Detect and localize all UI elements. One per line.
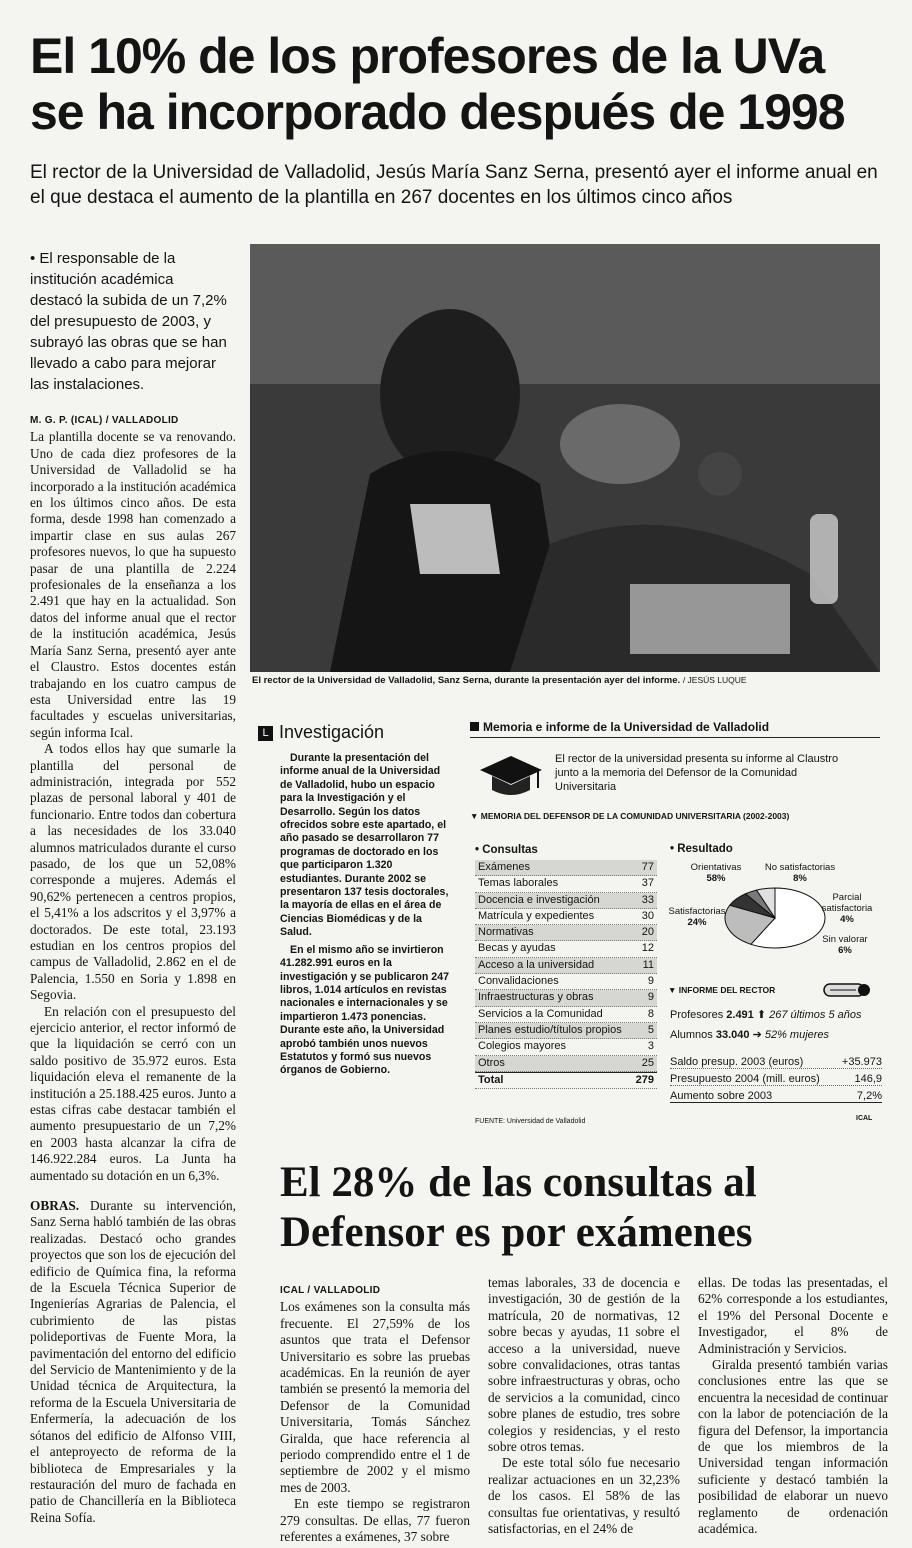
alumnos-stat xyxy=(670,1028,885,1041)
graduation-cap-icon xyxy=(478,752,544,802)
memoria-label: ▼ MEMORIA DEL DEFENSOR DE LA COMUNIDAD UNIVERSITARIA (2002-2003) xyxy=(470,811,790,821)
ical-credit: ICAL xyxy=(856,1115,873,1122)
pie-label-name: No satisfactorias xyxy=(764,862,836,873)
resultado-heading: • Resultado xyxy=(670,843,733,855)
article-column-1 xyxy=(30,413,236,1184)
row-value: 25 xyxy=(641,1056,654,1069)
row-value: 3 xyxy=(647,1040,654,1053)
table-row xyxy=(475,941,657,957)
obras-section xyxy=(30,1198,236,1526)
table-row xyxy=(475,974,657,990)
stat-label: Aumento sobre 2003 xyxy=(670,1090,773,1102)
row-value: 30 xyxy=(641,909,654,922)
row-value: 37 xyxy=(641,877,654,890)
row-value: 11 xyxy=(642,958,654,971)
paragraph: temas laborales, 33 de docencia e investigación, 30 de gestión de la matrícula, 20 de normativas, 12 sobre becas y ayudas, 11 sobre el acceso a la universidad, nueve sobre convalidaciones, otras tantas sobre infraestructuras y obras, ocho de servicios a la comunidad, cinco sobre planes de estudio, tres sobre colegios y residencias, y el resto sobre otros temas. xyxy=(488,1275,680,1455)
paragraph: ellas. De todas las presentadas, el 62% corresponde a los estudiantes, el 19% del Personal Docente e Investigador, el 8% de Administración y Servicios. xyxy=(698,1275,888,1356)
row-value: 77 xyxy=(641,861,654,873)
photo-caption xyxy=(252,675,882,686)
consultas-heading: • Consultas xyxy=(475,844,538,856)
saldo-stat xyxy=(670,1056,882,1069)
table-row xyxy=(475,876,657,892)
table-row xyxy=(475,925,657,941)
pie-label xyxy=(812,934,878,956)
row-label: Otros xyxy=(478,1056,505,1069)
sidebar-title xyxy=(258,722,468,743)
table-row xyxy=(475,1007,657,1023)
stat-label: Profesores xyxy=(670,1009,724,1021)
row-value: 33 xyxy=(641,893,654,906)
profesores-stat xyxy=(670,1008,885,1021)
subhead: El rector de la Universidad de Valladolid, Jesús María Sanz Serna, presentó ayer el informe anual en el que destaca el aumento de la plantilla en 267 docentes en los últimos cinco años xyxy=(30,162,878,208)
stat-label: Presupuesto 2004 (mill. euros) xyxy=(670,1073,820,1085)
pie-label-name: Orientativas xyxy=(690,862,742,873)
row-label: Matrícula y expedientes xyxy=(478,909,595,922)
row-label: Exámenes xyxy=(478,861,530,873)
pie-label xyxy=(814,892,880,925)
article2-column-2 xyxy=(488,1275,680,1538)
paragraph: En este tiempo se registraron 279 consultas. De ellas, 77 fueron referentes a exámenes, 37 sobre xyxy=(280,1496,470,1545)
paragraph: La plantilla docente se va renovando. Uno de cada diez profesores de la Universidad de Valladolid se ha incorporado a la institución académica en los últimos cinco años. De esta forma, desde 1998 han comenzado a impartir clase en sus aulas 267 profesores nuevos, lo que ha supuesto pasar de una plantilla de 2.224 profesionales de la enseñanza a los 2.491 que hay en la actualidad. Son datos del informe anual que el rector de la institución académica, Jesús María Sanz Serna, presentó ayer ante el Claustro. Estos docentes están trabajando en los cuatro campus de esta Universidad entre las 19 facultades y escuelas universitarias, según informa Ical. xyxy=(30,429,236,740)
source-note: FUENTE: Universidad de Valladolid xyxy=(475,1118,586,1125)
photo-scene xyxy=(250,244,880,672)
row-label: Infraestructuras y obras xyxy=(478,991,594,1004)
row-label: Temas laborales xyxy=(478,877,559,890)
article2-column-1 xyxy=(280,1283,470,1546)
summary-bullet: • El responsable de la institución académica destacó la subida de un 7,2% del presupuesto de 2003, y subrayó las obras que se han llevado a cabo para mejorar las instalaciones. xyxy=(30,250,227,393)
row-value: 9 xyxy=(647,975,654,988)
obras-text: Durante su intervención, Sanz Serna habló también de las obras realizadas. Destacó ocho grandes proyectos que son los de ejecución del edificio de Química fina, la reforma de la Escuela Técnica Superior de Ingenierías Agrarias de Palencia, el cubrimiento de las pistas polideportivas de Fuente Mora, la pavimentación del entorno del edificio del Servicio de Mantenimiento y de la Unidad técnica de Arquitectura, la reforma de la Escuela Universitaria de Enfermería, la adecuación de los sótanos del edificio de Alfonso VIII, el anteproyecto de reforma de la biblioteca de Empresariales y la restauración del muro de fachada en patio de Chancillería en la Biblioteca Reina Sofía. xyxy=(30,1198,236,1525)
table-row xyxy=(475,909,657,925)
article2-column-3 xyxy=(698,1275,888,1538)
caption-text: El rector de la Universidad de Valladolid, Sanz Serna, durante la presentación ayer del informe. xyxy=(252,675,681,686)
pie-label-name: Sin valorar xyxy=(822,934,868,945)
row-label: Acceso a la universidad xyxy=(478,958,595,971)
row-label: Servicios a la Comunidad xyxy=(478,1007,603,1020)
rector-heading: ▼ INFORME DEL RECTOR xyxy=(668,985,776,995)
headline: El 10% de los profesores de la UVa se ha incorporado después de 1998 xyxy=(30,28,845,140)
sidebar-title-text: Investigación xyxy=(279,722,385,742)
total-label: Total xyxy=(478,1073,504,1086)
row-value: 9 xyxy=(647,991,654,1004)
table-total-row xyxy=(475,1072,657,1089)
headline-2: El 28% de las consultas al Defensor es por exámenes xyxy=(280,1159,757,1256)
stat-value: 33.040 xyxy=(715,1029,750,1041)
arrow-right-icon: ➔ xyxy=(752,1029,762,1041)
row-value: 12 xyxy=(641,942,654,955)
section-icon: L xyxy=(258,726,273,741)
row-label: Planes estudio/títulos propios xyxy=(478,1023,622,1036)
stat-value: 7,2% xyxy=(856,1090,882,1102)
table-row xyxy=(475,958,657,974)
pie-label-pct: 8% xyxy=(793,873,807,884)
byline: M. G. P. (ICAL) / VALLADOLID xyxy=(30,415,179,426)
paragraph: Giralda presentó también varias conclusiones entre las que se encuentra la necesidad de continuar con la labor de potenciación de la figura del Defensor, la importancia de que los miembros de la Universidad tengan información suficiente y destacó también la posibilidad de elaborar un nuevo reglamento de ordenación académica. xyxy=(698,1357,888,1537)
up-arrow-icon: ⬆ xyxy=(756,1009,767,1021)
table-row xyxy=(475,893,657,909)
obras-lead: OBRAS. xyxy=(30,1198,80,1213)
stat-label: Alumnos xyxy=(670,1029,713,1041)
aumento-stat xyxy=(670,1090,882,1103)
paragraph: En relación con el presupuesto del ejercicio anterior, el rector informó de que la liquidación se cerró con un saldo positivo de 35.972 euros. Esta liquidación eleva el remanente de la institución a 25.188.425 euros. Junto a estas cifras cabe destacar también el aumento presupuestario de un 7,2% en 2003 hasta alcanzar la cifra de 146.922.284 euros. La Junta ha aumentado su dotación en un 6,3%. xyxy=(30,1003,236,1183)
paragraph: A todos ellos hay que sumarle la plantilla del personal de administración, integrada por 552 plazas de personal laboral y 401 de funcionario. Entre todos dan cobertura a las necesidades de los 33.040 alumnos matriculados durante el curso pasado, de los que un 52,08% corresponde a mujeres. Además el 90,62% pertenecen a centros propios, el 5,41% a los adscritos y el 3,97% a doctorados. De este total, 23.193 estudian en los centros propios del campus de Valladolid, 2.862 en el de Palencia, 1.550 en Soria y 1.898 en Segovia. xyxy=(30,741,236,1003)
row-label: Normativas xyxy=(478,926,534,939)
row-label: Colegios mayores xyxy=(478,1040,567,1053)
pie-label-pct: 24% xyxy=(687,917,707,928)
sidebar-paragraph: En el mismo año se invirtieron 41.282.991 euros en la investigación y se publicaron 247 libros, 1.014 artículos en revistas nacionales e internacionales y se impartieron 1.473 ponencias. Durante este año, la Universidad aprobó también unos nuevos Estatutos y formó sus nuevos órganos de Gobierno. xyxy=(280,943,449,1077)
stat-value: 2.491 xyxy=(726,1009,754,1021)
paragraph: De este total sólo fue necesario realizar actuaciones en un 32,23% de los casos. El 58% de las consultas fue orientativas, y resultó satisfactorias, en el 24% de xyxy=(488,1455,680,1537)
sidebar-paragraph: Durante la presentación del informe anual de la Universidad de Valladolid, hubo un espacio para la Investigación y el Desarrollo. Según los datos ofrecidos sobre este apartado, el año pasado se desarrollaron 77 programas de doctorado en los que participaron 1.320 estudiantes. Durante 2002 se presentaron 137 tesis doctorales, la mayoría de ellas en el área de Ciencias Biomédicas y de la Salud. xyxy=(280,752,449,939)
table-row xyxy=(475,1023,657,1039)
total-value: 279 xyxy=(635,1073,654,1086)
sidebar-body xyxy=(280,752,450,1082)
pie-label-pct: 58% xyxy=(706,873,726,884)
row-label: Convalidaciones xyxy=(478,975,559,988)
pie-label-pct: 6% xyxy=(838,945,852,956)
diploma-icon xyxy=(820,978,872,1002)
table-row xyxy=(475,1039,657,1055)
row-value: 20 xyxy=(641,926,654,939)
stat-label: Saldo presup. 2003 (euros) xyxy=(670,1056,804,1068)
infographic-intro: El rector de la universidad presenta su informe al Claustro junto a la memoria del Defensor de la Comunidad Universitaria xyxy=(555,753,839,793)
infographic-title-text: Memoria e informe de la Universidad de Valladolid xyxy=(483,720,770,734)
row-value: 5 xyxy=(647,1023,654,1036)
table-row xyxy=(475,1056,657,1072)
photo-credit: / JESÚS LUQUE xyxy=(682,675,747,685)
table-row xyxy=(475,860,657,876)
stat-note: 52% mujeres xyxy=(764,1029,830,1041)
pie-label-name: Satisfactorias xyxy=(668,906,726,917)
row-label: Docencia e investigación xyxy=(478,893,600,906)
pie-label-name: Parcial satisfactoria xyxy=(821,892,873,914)
square-icon xyxy=(470,722,479,731)
row-value: 8 xyxy=(647,1007,654,1020)
infographic-title xyxy=(470,720,880,738)
paragraph xyxy=(30,1198,236,1526)
pie-label xyxy=(760,862,840,884)
pie-label xyxy=(686,862,746,884)
pie-label xyxy=(666,906,728,928)
stat-value: 146,9 xyxy=(854,1073,882,1085)
paragraph: Los exámenes son la consulta más frecuente. El 27,59% de los asuntos que trata el Defensor Universitario es sobre las pruebas académicas. En la reunión de ayer también se presentó la memoria del Defensor de la Comunidad Universitaria, Tomás Sánchez Giralda, que hace referencia al periodo comprendido entre el 1 de septiembre de 2002 y el mismo mes de 2003. xyxy=(280,1299,470,1495)
stat-note: 267 últimos 5 años xyxy=(769,1009,862,1021)
pie-label-pct: 4% xyxy=(840,914,854,925)
byline-2: ICAL / VALLADOLID xyxy=(280,1285,381,1296)
table-row xyxy=(475,990,657,1006)
stat-value: +35.973 xyxy=(841,1056,882,1068)
rector-photo xyxy=(250,244,880,672)
presupuesto-stat xyxy=(670,1073,882,1086)
row-label: Becas y ayudas xyxy=(478,942,556,955)
consultas-table xyxy=(475,860,657,1089)
